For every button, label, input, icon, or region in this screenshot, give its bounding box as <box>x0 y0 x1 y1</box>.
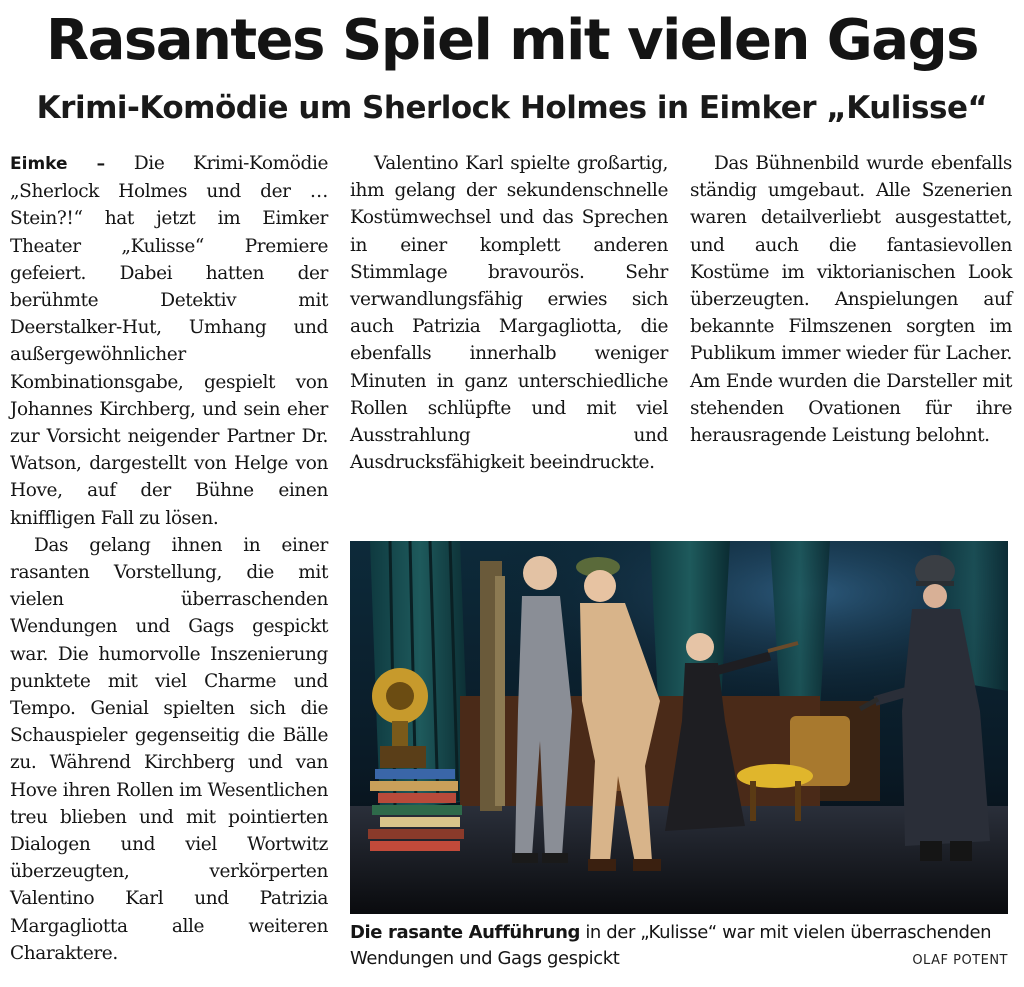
caption-lead: Die rasante Aufführung <box>350 922 580 943</box>
paragraph: Das gelang ihnen in einer rasanten Vorstellung, die mit vielen überraschenden Wendungen und Gags gespickt war. Die humorvolle Inszenierung punktete mit viel Charme und Tempo. Genial spielten sich die Schauspieler gegenseitig die Bälle zu. Während Kirchberg und van Hove ihren Rollen im Wesentlichen treu blieben und mit pointierten Dialogen und viel Wortwitz überzeugten, verkörperten Valentino Karl und Patrizia Margagliotta alle weiteren Charaktere. <box>10 534 328 964</box>
headline: Rasantes Spiel mit vielen Gags <box>46 8 978 73</box>
photo-credit: OLAF POTENT <box>912 953 1008 968</box>
subheadline: Krimi-Komödie um Sherlock Holmes in Eimker „Kulisse“ <box>36 90 988 126</box>
paragraph: Das Bühnenbild wurde ebenfalls ständig umgebaut. Alle Szenerien waren detailverliebt ausgestattet, und auch die fantasievollen Kostüme im viktorianischen Look überzeugten. Anspielungen auf bekannte Filmszenen sorgten im Publikum immer wieder für Lacher. Am Ende wurden die Darsteller mit stehenden Ovationen für ihre herausragende Leistung belohnt. <box>690 153 1012 447</box>
paragraph: Valentino Karl spielte großartig, ihm gelang der sekundenschnelle Kostümwechsel und das Sprechen in einer komplett anderen Stimmlage bravourös. Sehr verwandlungsfähig erwies sich auch Patrizia Margagliotta, die ebenfalls innerhalb weniger Minuten in ganz unterschiedliche Rollen schlüpfte und mit viel Ausstrahlung und Ausdrucksfähigkeit beeindruckte. <box>350 153 668 474</box>
stage-photo <box>350 541 1008 914</box>
photo-caption <box>350 920 1008 972</box>
caption-text: in der „Kulisse“ war mit vielen überraschenden Wendungen und Gags gespickt <box>350 922 992 969</box>
article-column-2 <box>350 150 668 476</box>
paragraph <box>10 150 328 532</box>
article-column-3 <box>690 150 1012 449</box>
dateline: Eimke – <box>10 154 106 174</box>
paragraph-text: Die Krimi-Komödie „Sherlock Holmes und der … Stein?!“ hat jetzt im Eimker Theater „Kulisse“ Premiere gefeiert. Dabei hatten der berühmte Detektiv mit Deerstalker-Hut, Umhang und außergewöhnlicher Kombinationsgabe, gespielt von Johannes Kirchberg, und sein eher zur Vorsicht neigender Partner Dr. Watson, dargestellt von Helge von Hove, auf der Bühne einen kniffligen Fall zu lösen. <box>10 153 329 529</box>
article-column-1 <box>10 150 328 967</box>
